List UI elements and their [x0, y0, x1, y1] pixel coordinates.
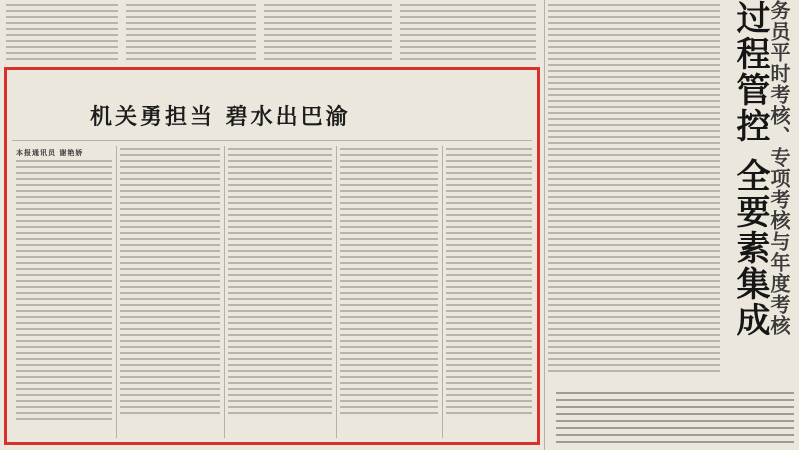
page-divider — [544, 0, 545, 450]
article-column-5 — [446, 148, 532, 418]
footnote-lines — [556, 392, 794, 448]
top-column-2 — [126, 4, 256, 64]
column-divider-2 — [224, 146, 225, 438]
top-column-1 — [6, 4, 118, 64]
article-column-4 — [340, 148, 438, 418]
article-column-1 — [16, 160, 112, 424]
right-headline-main: 过程管控 全要素集成 — [730, 0, 770, 338]
article-column-3 — [228, 148, 332, 418]
title-rule — [12, 140, 532, 141]
column-divider-3 — [336, 146, 337, 438]
right-headline-sub: 务员平时考核、专项考核与年度考核 — [767, 0, 791, 336]
article-column-2 — [120, 148, 220, 418]
top-column-4 — [400, 4, 536, 64]
column-divider-1 — [116, 146, 117, 438]
article-byline: 本报通讯员 谢艳娇 — [16, 148, 84, 157]
top-column-3 — [264, 4, 392, 64]
column-divider-4 — [442, 146, 443, 438]
right-column-text — [548, 4, 720, 376]
article-title: 机关勇担当 碧水出巴渝 — [90, 104, 351, 130]
